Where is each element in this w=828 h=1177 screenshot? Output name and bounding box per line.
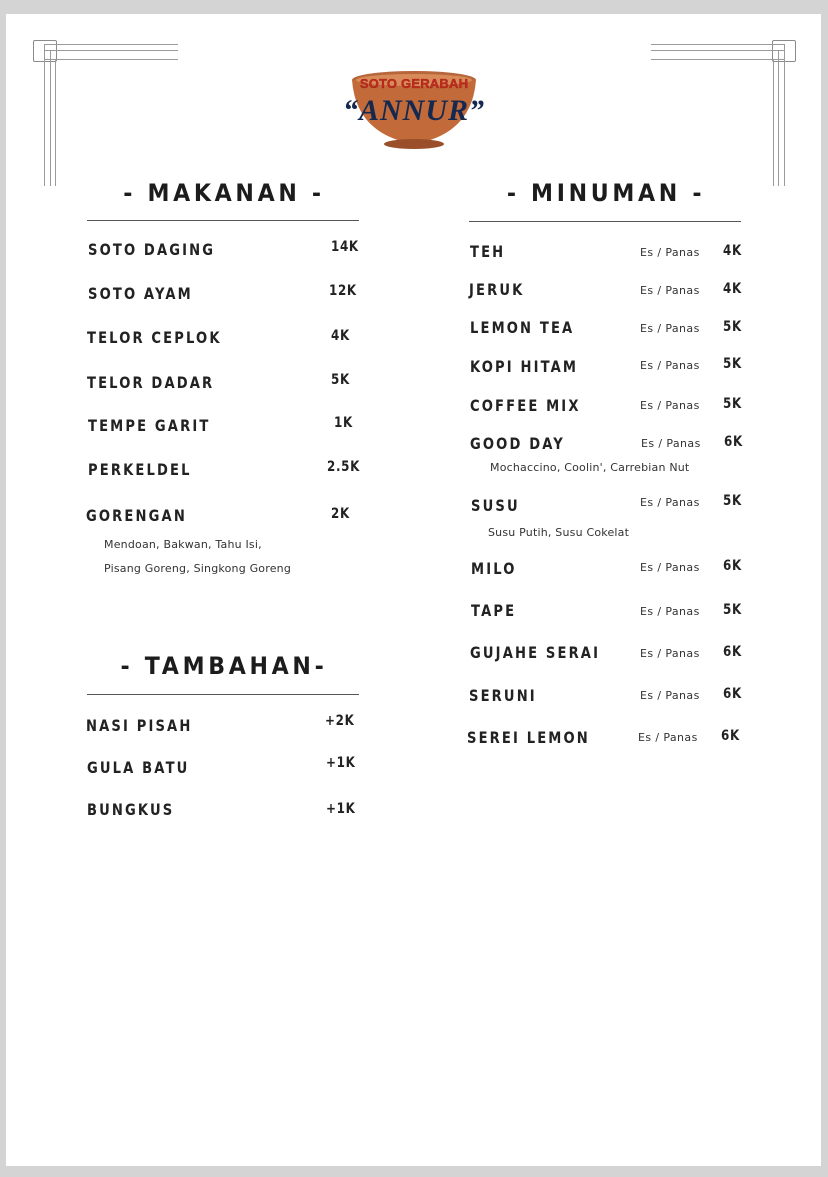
item-price: 5K: [723, 396, 742, 412]
item-name: SOTO AYAM: [88, 284, 193, 303]
item-price: 5K: [331, 372, 350, 388]
item-temp-option: Es / Panas: [641, 437, 701, 450]
item-price: 2K: [331, 506, 350, 522]
item-name: GULA BATU: [87, 758, 190, 777]
item-temp-option: Es / Panas: [640, 399, 700, 412]
item-price: 6K: [724, 434, 743, 450]
item-price: 14K: [331, 239, 359, 255]
item-name: SUSU: [471, 496, 520, 515]
item-price: 6K: [723, 558, 742, 574]
divider-tambahan: [87, 694, 359, 695]
item-price: 6K: [723, 686, 742, 702]
brand-logo: [334, 64, 494, 156]
item-note: Mochaccino, Coolin', Carrebian Nut: [490, 461, 690, 474]
item-name: JERUK: [469, 280, 525, 299]
item-temp-option: Es / Panas: [640, 246, 700, 259]
item-price: 4K: [723, 281, 742, 297]
item-price: +1K: [326, 801, 356, 817]
section-title-makanan: - MAKANAN -: [123, 179, 325, 207]
item-note: Mendoan, Bakwan, Tahu Isi,: [104, 538, 262, 551]
divider-minuman: [469, 221, 741, 222]
item-name: GORENGAN: [86, 506, 187, 525]
divider-makanan: [87, 220, 359, 221]
logo-text-top: SOTO GERABAH: [359, 76, 469, 91]
item-name: SOTO DAGING: [88, 240, 216, 259]
item-price: 6K: [723, 644, 742, 660]
item-price: 5K: [723, 319, 742, 335]
item-name: NASI PISAH: [86, 716, 193, 735]
item-name: TEH: [470, 242, 506, 261]
item-price: 1K: [334, 415, 353, 431]
item-price: 4K: [723, 243, 742, 259]
item-name: SEREI LEMON: [467, 728, 590, 747]
item-note: Pisang Goreng, Singkong Goreng: [104, 562, 292, 575]
item-name: BUNGKUS: [87, 800, 175, 819]
item-temp-option: Es / Panas: [640, 284, 700, 297]
item-temp-option: Es / Panas: [640, 322, 700, 335]
item-name: COFFEE MIX: [470, 396, 581, 415]
item-name: GUJAHE SERAI: [470, 643, 601, 662]
item-price: +2K: [325, 713, 355, 729]
item-name: MILO: [471, 559, 517, 578]
item-name: TELOR DADAR: [87, 373, 215, 392]
section-title-minuman: - MINUMAN -: [506, 179, 706, 207]
item-price: 12K: [329, 283, 357, 299]
item-name: TEMPE GARIT: [88, 416, 211, 435]
item-price: +1K: [326, 755, 356, 771]
item-name: PERKELDEL: [88, 460, 192, 479]
item-price: 5K: [723, 602, 742, 618]
menu-page: [6, 14, 821, 1166]
section-title-tambahan: - TAMBAHAN-: [120, 652, 328, 680]
item-name: GOOD DAY: [470, 434, 565, 453]
item-name: TAPE: [471, 601, 517, 620]
item-temp-option: Es / Panas: [638, 731, 698, 744]
item-name: LEMON TEA: [470, 318, 575, 337]
logo-text-main: “ANNUR”: [342, 94, 485, 127]
item-note: Susu Putih, Susu Cokelat: [488, 526, 630, 539]
item-price: 5K: [723, 356, 742, 372]
item-temp-option: Es / Panas: [640, 561, 700, 574]
item-name: TELOR CEPLOK: [87, 328, 222, 347]
item-name: SERUNI: [469, 686, 537, 705]
item-price: 6K: [721, 728, 740, 744]
item-price: 2.5K: [327, 459, 361, 475]
item-price: 5K: [723, 493, 742, 509]
item-temp-option: Es / Panas: [640, 689, 700, 702]
item-temp-option: Es / Panas: [640, 359, 700, 372]
item-price: 4K: [331, 328, 350, 344]
item-temp-option: Es / Panas: [640, 496, 700, 509]
item-temp-option: Es / Panas: [640, 647, 700, 660]
item-name: KOPI HITAM: [470, 357, 579, 376]
item-temp-option: Es / Panas: [640, 605, 700, 618]
